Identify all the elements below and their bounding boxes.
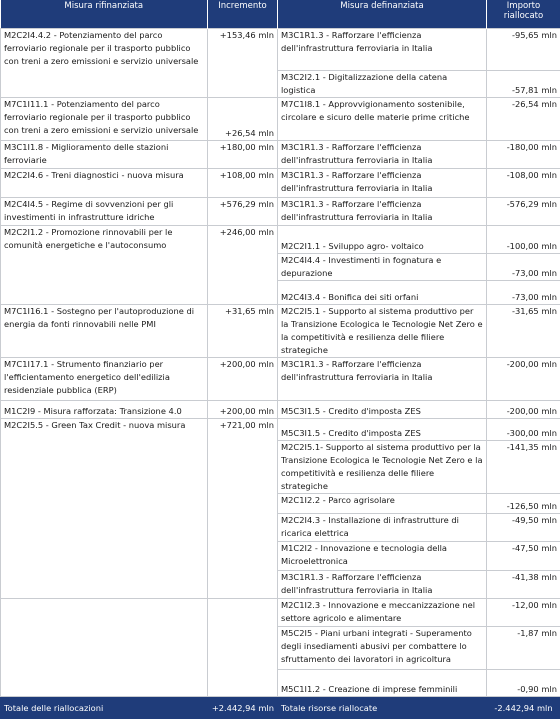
rifinanziata-cell: M2C4I4.5 - Regime di sovvenzioni per gli investimenti in infrastrutture idriche — [1, 198, 208, 226]
incremento-cell: +200,00 mln — [208, 358, 278, 401]
incremento-cell: +31,65 mln — [208, 305, 278, 358]
definanziata-cell: M7C1I8.1 - Approvvigionamento sostenibile, circolare e sicuro delle materie prime critiche — [278, 98, 487, 141]
definanziata-cell: M2C1I2.3 - Innovazione e meccanizzazione nel settore agricolo e alimentare — [278, 599, 487, 627]
table-row — [1, 98, 560, 141]
incremento-cell: +153,46 mln — [208, 29, 278, 98]
rifinanziata-cell: M2C2I4.6 - Treni diagnostici - nuova misura — [1, 169, 208, 198]
table-row — [1, 29, 560, 71]
importo-cell: -1,87 mln — [487, 627, 560, 670]
definanziata-cell: M3C2I2.1 - Digitalizzazione della catena logistica — [278, 71, 487, 98]
rifinanziata-cell: M7C1I11.1 - Potenziamento del parco ferroviario regionale per il trasporto pubblico con treni a zero emissioni e servizio universale — [1, 98, 208, 141]
definanziata-cell: M3C1R1.3 - Rafforzare l'efficienza dell'infrastruttura ferroviaria in Italia — [278, 141, 487, 169]
definanziata-cell: M3C1R1.3 - Rafforzare l'efficienza dell'infrastruttura ferroviaria in Italia — [278, 198, 487, 226]
importo-cell: -200,00 mln — [487, 401, 560, 419]
definanziata-cell: M2C2I1.1 - Sviluppo agro- voltaico — [278, 226, 487, 254]
definanziata-cell: M2C2I5.1 - Supporto al sistema produttivo per la Transizione Ecologica le Tecnologie Net Zero e la competitività e resilienza delle filiere strategiche — [278, 305, 487, 358]
header-misura-rifinanziata: Misura rifinanziata — [1, 0, 208, 29]
definanziata-cell: M3C1R1.3 - Rafforzare l'efficienza dell'infrastruttura ferroviaria in Italia — [278, 571, 487, 599]
table-row — [1, 401, 560, 419]
definanziata-cell: M5C1I1.2 - Creazione di imprese femminili — [278, 670, 487, 697]
importo-cell: -141,35 mln — [487, 441, 560, 494]
rifinanziata-cell: M2C2I4.4.2 - Potenziamento del parco ferroviario regionale per il trasporto pubblico con treni a zero emissioni e servizio universale — [1, 29, 208, 98]
definanziata-cell: M2C2I4.3 - Installazione di infrastrutture di ricarica elettrica — [278, 514, 487, 542]
table-row — [1, 599, 560, 627]
table-row — [1, 169, 560, 198]
rifinanziata-cell — [1, 599, 208, 697]
importo-cell: -49,50 mln — [487, 514, 560, 542]
rifinanziata-cell: M2C2I5.5 - Green Tax Credit - nuova misura — [1, 419, 208, 599]
table-row — [1, 141, 560, 169]
importo-cell: -576,29 mln — [487, 198, 560, 226]
incremento-cell: +180,00 mln — [208, 141, 278, 169]
rifinanziata-cell: M2C2I1.2 - Promozione rinnovabili per le comunità energetiche e l'autoconsumo — [1, 226, 208, 305]
importo-cell: -200,00 mln — [487, 358, 560, 401]
header-misura-definanziata: Misura definanziata — [278, 0, 487, 29]
importo-cell: -0,90 mln — [487, 670, 560, 697]
importo-cell: -26,54 mln — [487, 98, 560, 141]
header-incremento: Incremento — [208, 0, 278, 29]
importo-cell: -73,00 mln — [487, 281, 560, 305]
total-amount-right: -2.442,94 mln — [487, 697, 560, 719]
total-amount-left: +2.442,94 mln — [208, 697, 278, 719]
incremento-cell: +721,00 mln — [208, 419, 278, 599]
table-row — [1, 305, 560, 358]
incremento-cell: +200,00 mln — [208, 401, 278, 419]
importo-cell: -300,00 mln — [487, 419, 560, 441]
table-row — [1, 198, 560, 226]
rifinanziata-cell: M1C2I9 - Misura rafforzata: Transizione 4.0 — [1, 401, 208, 419]
definanziata-cell: M2C4I3.4 - Bonifica dei siti orfani — [278, 281, 487, 305]
definanziata-cell: M2C2I5.1- Supporto al sistema produttivo per la Transizione Ecologica le Tecnologie Net Zero e la competitività e resilienza delle filiere strategiche — [278, 441, 487, 494]
importo-cell: -100,00 mln — [487, 226, 560, 254]
importo-cell: -31,65 mln — [487, 305, 560, 358]
incremento-cell — [208, 599, 278, 697]
importo-cell: -41,38 mln — [487, 571, 560, 599]
importo-cell: -47,50 mln — [487, 542, 560, 571]
incremento-cell: +108,00 mln — [208, 169, 278, 198]
total-label-left: Totale delle riallocazioni — [1, 697, 208, 719]
importo-cell: -95,65 mln — [487, 29, 560, 71]
definanziata-cell: M3C1R1.3 - Rafforzare l'efficienza dell'infrastruttura ferroviaria in Italia — [278, 169, 487, 198]
definanziata-cell: M5C3I1.5 - Credito d'imposta ZES — [278, 401, 487, 419]
definanziata-cell: M5C2I5 - Piani urbani integrati - Superamento degli insediamenti abusivi per combattere lo sfruttamento dei lavoratori in agricoltura — [278, 627, 487, 670]
rifinanziata-cell: M7C1I17.1 - Strumento finanziario per l'efficientamento energetico dell'edilizia residenziale pubblica (ERP) — [1, 358, 208, 401]
table-row — [1, 226, 560, 254]
definanziata-cell: M2C4I4.4 - Investimenti in fognatura e depurazione — [278, 254, 487, 281]
incremento-cell: +576,29 mln — [208, 198, 278, 226]
importo-cell: -180,00 mln — [487, 141, 560, 169]
importo-cell: -12,00 mln — [487, 599, 560, 627]
incremento-cell: +26,54 mln — [208, 98, 278, 141]
definanziata-cell: M3C1R1.3 - Rafforzare l'efficienza dell'infrastruttura ferroviaria in Italia — [278, 358, 487, 401]
rifinanziata-cell: M7C1I16.1 - Sostegno per l'autoproduzione di energia da fonti rinnovabili nelle PMI — [1, 305, 208, 358]
total-row — [1, 697, 560, 719]
rifinanziata-cell: M3C1I1.8 - Miglioramento delle stazioni ferroviarie — [1, 141, 208, 169]
incremento-cell: +246,00 mln — [208, 226, 278, 305]
definanziata-cell: M2C1I2.2 - Parco agrisolare — [278, 494, 487, 514]
header-importo-riallocato: Importo riallocato — [487, 0, 560, 29]
importo-cell: -126,50 mln — [487, 494, 560, 514]
importo-cell: -108,00 mln — [487, 169, 560, 198]
definanziata-cell: M1C2I2 - Innovazione e tecnologia della Microelettronica — [278, 542, 487, 571]
total-label-right: Totale risorse riallocate — [278, 697, 487, 719]
definanziata-cell: M3C1R1.3 - Rafforzare l'efficienza dell'infrastruttura ferroviaria in Italia — [278, 29, 487, 71]
table-row — [1, 358, 560, 401]
importo-cell: -57,81 mln — [487, 71, 560, 98]
definanziata-cell: M5C3I1.5 - Credito d'imposta ZES — [278, 419, 487, 441]
header-row — [1, 0, 560, 29]
table-row — [1, 419, 560, 441]
importo-cell: -73,00 mln — [487, 254, 560, 281]
